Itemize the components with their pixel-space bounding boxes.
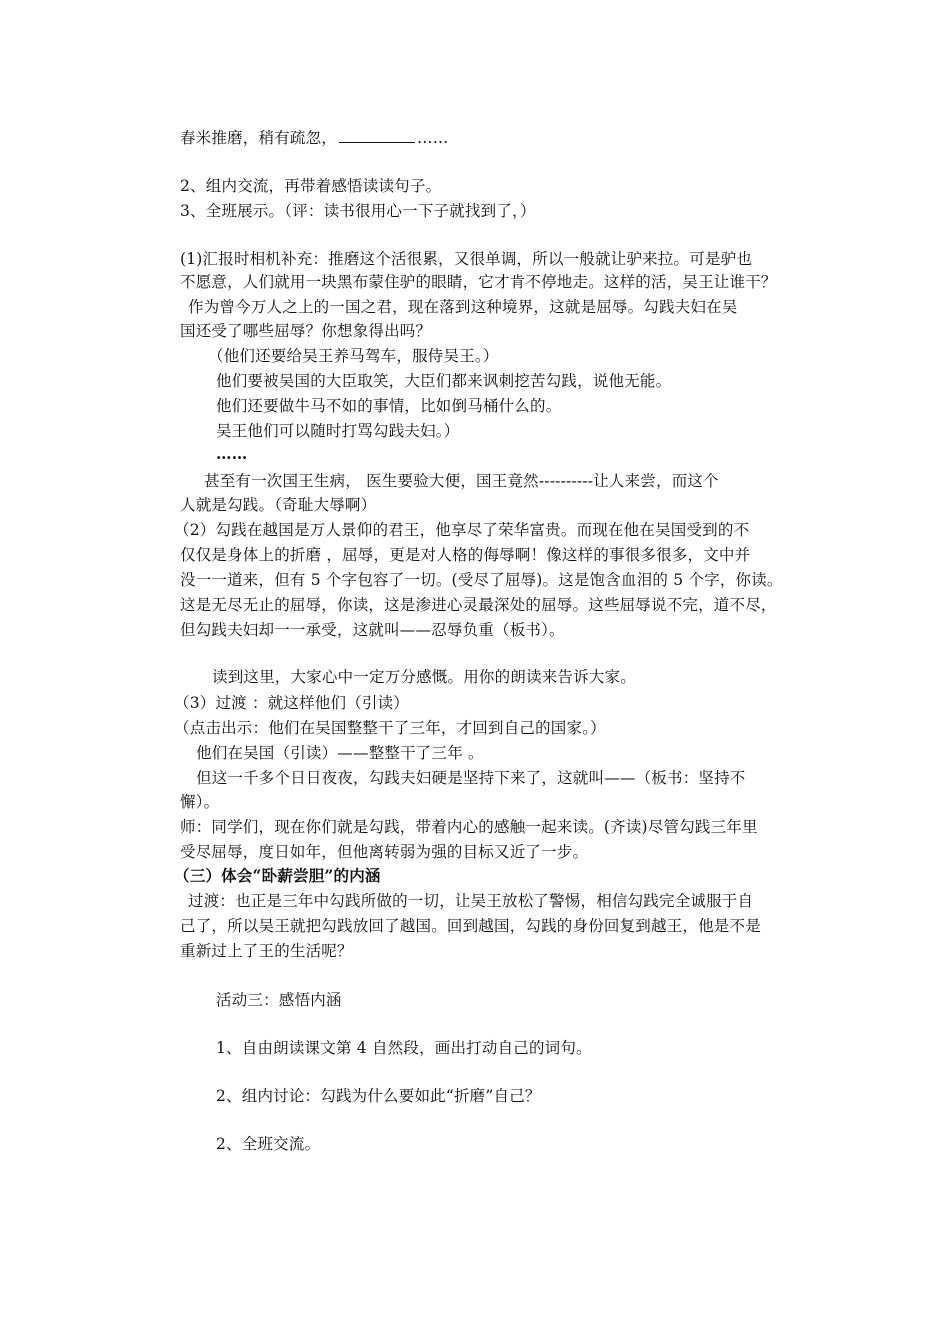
text-line: 春米推磨，稍有疏忽， …… [180, 129, 449, 147]
activity-heading: 活动三：感悟内涵 [216, 991, 342, 1009]
text-line: 2、组内交流，再带着感悟读读句子。 [180, 177, 442, 195]
text-line: 仅仅是身体上的折磨 ，屈辱，更是对人格的侮辱啊！像这样的事很多很多，文中并 [180, 546, 751, 564]
text-line: 过渡：也正是三年中勾践所做的一切，让吴王放松了警惕，相信勾践完全诚服于自 [188, 892, 754, 910]
text-line: 2、全班交流。 [216, 1135, 321, 1153]
text-line: 人就是勾践。（奇耻大辱啊） [180, 496, 377, 514]
text-line: 1、自由朗读课文第 4 自然段，画出打动自己的词句。 [216, 1039, 592, 1057]
text-line: 重新过上了王的生活呢？ [180, 942, 353, 960]
text-line: 吴王他们可以随时打骂勾践夫妇。） [216, 422, 460, 440]
text-line: …… [216, 444, 248, 463]
text-line: （3）过渡 ：就这样他们（引读） [174, 694, 409, 712]
text-line: 国还受了哪些屈辱？你想象得出吗？ [180, 322, 432, 340]
text-line: 作为曾今万人之上的一国之君，现在落到这种境界，这就是屈辱。勾践夫妇在吴 [188, 298, 738, 316]
text-line: 他们还要做牛马不如的事情，比如倒马桶什么的。 [216, 397, 562, 415]
text-line: 他们在吴国（引读）——整整干了三年 。 [196, 744, 484, 762]
text-line: 甚至有一次国王生病， 医生要验大便，国王竟然----------让人来尝，而这个 [204, 472, 719, 490]
text-line: 师：同学们，现在你们就是勾践，带着内心的感触一起来读。(齐读)尽管勾践三年里 [180, 818, 758, 836]
text-line: （点击出示：他们在吴国整整干了三年，才回到自己的国家。） [174, 719, 606, 737]
text-line: 但勾践夫妇却一一承受，这就叫——忍辱负重（板书）。 [180, 621, 565, 639]
section-heading: （三）体会“卧薪尝胆”的内涵 [174, 866, 381, 885]
text-line: 他们要被吴国的大臣取笑，大臣们都来讽刺挖苦勾践，说他无能。 [216, 372, 672, 390]
text-line: 懈）。 [180, 793, 220, 811]
text-line: 没一一道来，但有 5 个字包容了一切。(受尽了屈辱)。这是饱含血泪的 5 个字，你读。 [180, 571, 783, 589]
text-line: (1)汇报时相机补充：推磨这个活很累，又很单调，所以一般就让驴来拉。可是驴也 [180, 250, 753, 268]
text-line: 不愿意，人们就用一块黑布蒙住驴的眼睛，它才肯不停地走。这样的活，吴王让谁干？ [180, 273, 777, 291]
text-line: 受尽屈辱，度日如年，但他离转弱为强的目标又近了一步。 [180, 843, 589, 861]
text-line: （2）勾践在越国是万人景仰的君王，他享尽了荣华富贵。而现在他在吴国受到的不 [174, 521, 750, 539]
fill-in-blank [339, 128, 415, 143]
text-line: 读到这里，大家心中一定万分感慨。用你的朗读来告诉大家。 [212, 668, 636, 686]
text-line: 但这一千多个日日夜夜，勾践夫妇硬是坚持下来了，这就叫——（板书：坚持不 [196, 769, 746, 787]
text-line: 3、全班展示。（评：读书很用心一下子就找到了，） [180, 202, 536, 220]
text-line: 2、组内讨论：勾践为什么要如此“折磨”自己？ [216, 1087, 541, 1105]
text-line: 这是无尽无止的屈辱，你读，这是渗进心灵最深处的屈辱。这些屈辱说不完，道不尽， [180, 596, 777, 614]
text-line: 己了，所以吴王就把勾践放回了越国。回到越国，勾践的身份回复到越王，他是不是 [180, 917, 761, 935]
text-line: （他们还要给吴王养马驾车，服侍吴王。） [208, 347, 499, 365]
